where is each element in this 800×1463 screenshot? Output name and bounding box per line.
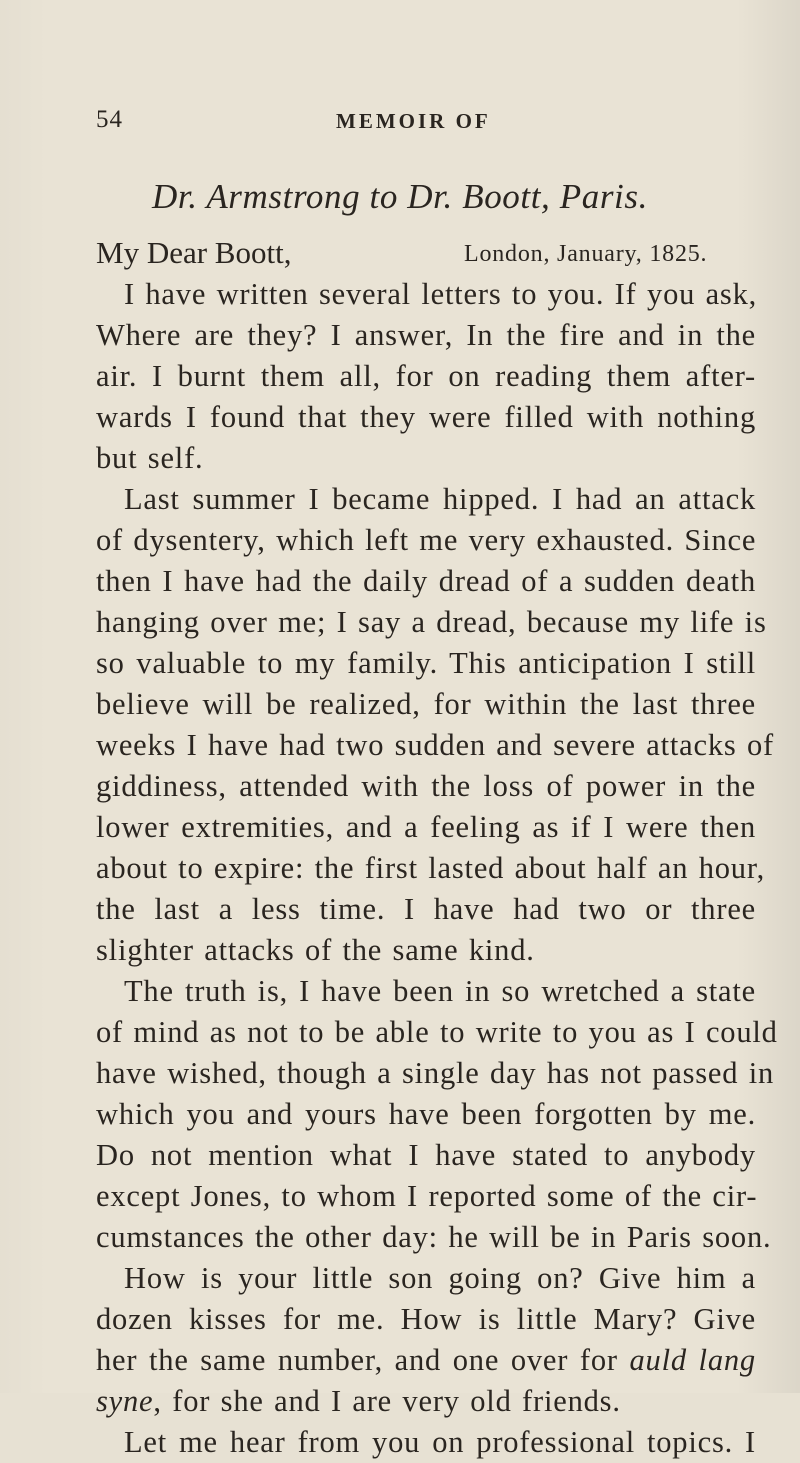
text-line: wards I found that they were filled with nothing [96,400,756,434]
text-line: slighter attacks of the same kind. [96,933,535,967]
text-fragment: , for she and I are very old friends. [153,1384,621,1418]
letter-body [96,274,778,1463]
text-line: weeks I have had two sudden and severe attacks of [96,728,774,762]
text-line: The truth is, I have been in so wretched a state [124,974,756,1008]
text-line: hanging over me; I say a dread, because my life is [96,605,767,639]
text-line-mixed [96,1340,756,1381]
text-line: of mind as not to be able to write to you as I could [96,1015,778,1049]
text-line: believe will be realized, for within the last three [96,687,756,721]
text-line: the last a less time. I have had two or three [96,892,756,926]
text-line: except Jones, to whom I reported some of the cir- [96,1179,758,1213]
text-line: lower extremities, and a feeling as if I were then [96,810,756,844]
text-line: Last summer I became hipped. I had an attack [124,482,756,516]
text-line: giddiness, attended with the loss of power in the [96,769,756,803]
text-line: dozen kisses for me. How is little Mary? Give [96,1302,756,1336]
text-line: then I have had the daily dread of a sudden death [96,564,756,598]
text-line: air. I burnt them all, for on reading them after- [96,359,756,393]
text-line: Do not mention what I have stated to anybody [96,1138,756,1172]
italic-phrase: auld lang [629,1343,756,1377]
text-line-mixed [96,1381,756,1422]
text-line: Where are they? I answer, In the fire and in the [96,318,756,352]
italic-phrase: syne [96,1384,154,1418]
text-line: about to expire: the first lasted about half an hour, [96,851,765,885]
text-line: of dysentery, which left me very exhausted. Since [96,523,757,557]
running-head [96,106,736,136]
text-line: I have written several letters to you. If you ask, [124,277,758,311]
text-fragment: her the same number, and one over for [96,1343,618,1377]
text-line: which you and yours have been forgotten by me. [96,1097,756,1131]
text-line: Let me hear from you on professional topics. I [124,1425,756,1459]
text-line: have wished, though a single day has not passed in [96,1056,775,1090]
page-number: 54 [96,106,123,133]
text-line: How is your little son going on? Give him a [124,1261,756,1295]
text-line: so valuable to my family. This anticipation I still [96,646,756,680]
salutation-row [96,235,756,275]
running-title: MEMOIR OF [336,109,491,133]
salutation: My Dear Boott, [96,235,292,270]
dateline: London, January, 1825. [464,241,708,267]
letter-heading: Dr. Armstrong to Dr. Boott, Paris. [152,177,648,216]
text-line: cumstances the other day: he will be in Paris soon. [96,1220,772,1254]
text-line: but self. [96,441,204,475]
